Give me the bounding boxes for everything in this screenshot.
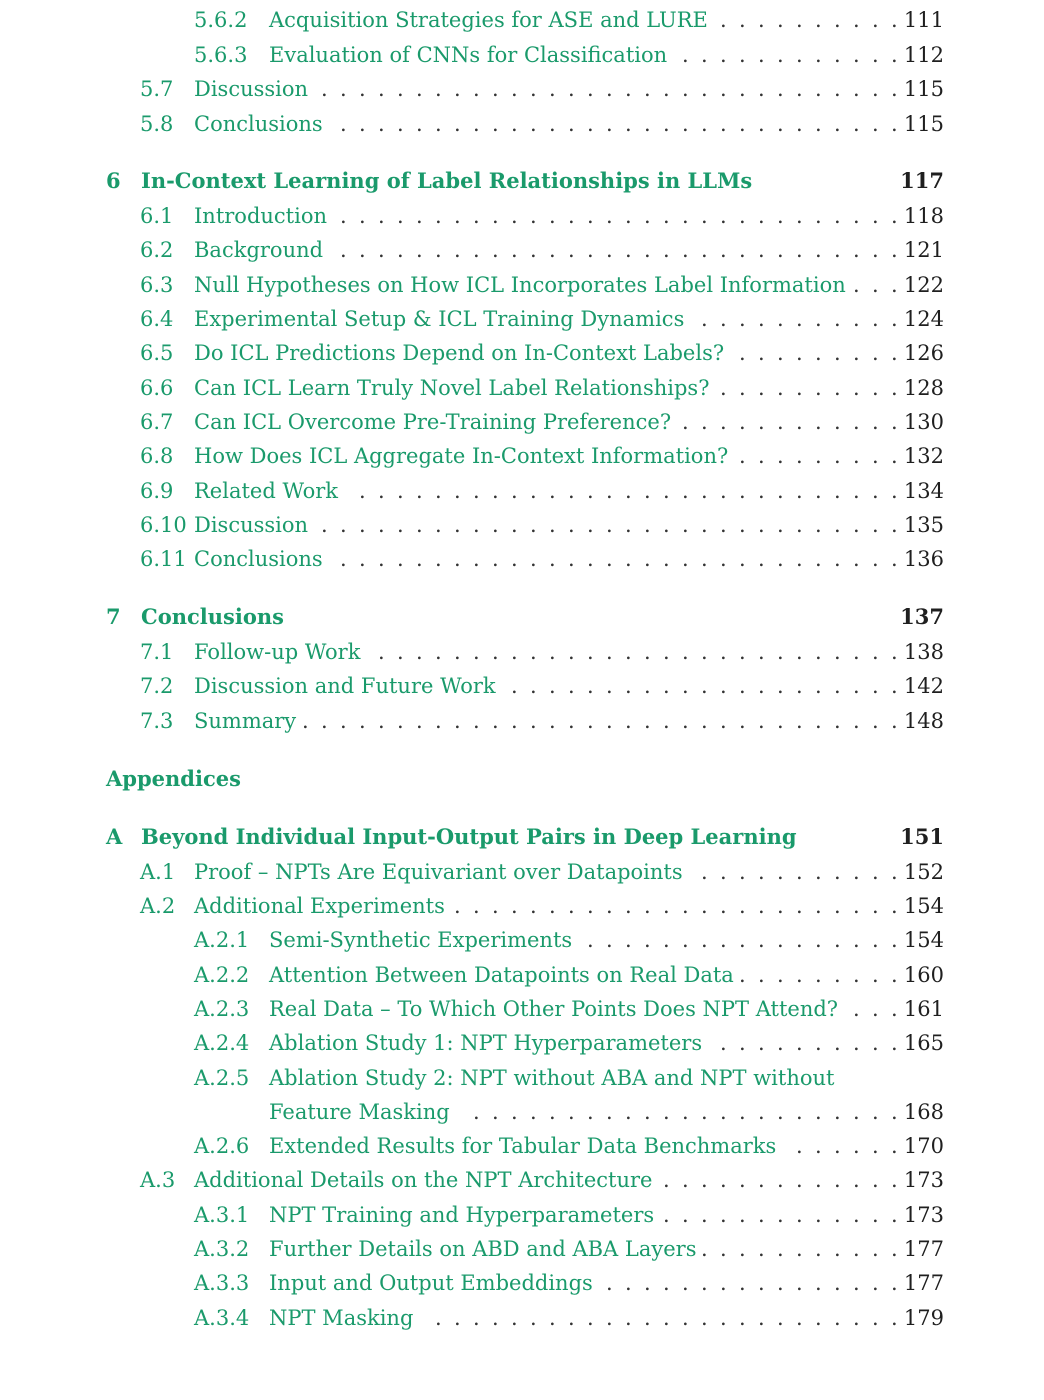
toc-entry-title[interactable]: Can ICL Learn Truly Novel Label Relationships? (194, 376, 710, 400)
toc-entry-number[interactable]: 6.4 (140, 307, 174, 331)
toc-entry-page-number[interactable]: 128 (903, 376, 944, 400)
toc-entry-number[interactable]: A.2.4 (194, 1031, 250, 1055)
toc-entry-page-number[interactable]: 168 (903, 1100, 944, 1124)
toc-entry-title[interactable]: Real Data – To Which Other Points Does NPT Attend? (269, 997, 839, 1021)
toc-entry-page-number[interactable]: 117 (900, 168, 944, 193)
toc-entry-page-number[interactable]: 173 (903, 1203, 944, 1227)
toc-entry-number[interactable]: 6.8 (140, 444, 174, 468)
toc-chapter-entry[interactable] (0, 165, 1044, 197)
toc-entry-number[interactable]: A.3.3 (194, 1271, 250, 1295)
toc-entry-title[interactable]: Ablation Study 2: NPT without ABA and NPT without (269, 1066, 835, 1090)
toc-entry-number[interactable]: A.2.6 (194, 1134, 250, 1158)
toc-entry-page-number[interactable]: 115 (903, 112, 944, 136)
toc-section-entry[interactable]: 6.10 Discussion 135 . . . . . . . . . . . . . . . . . . . . . . . . . . . . . . . (0, 509, 1044, 541)
toc-section-entry[interactable]: A.3 Additional Details on the NPT Architecture 173 . . . . . . . . . . . . . (0, 1164, 1044, 1196)
toc-entry-page-number[interactable]: 135 (903, 513, 944, 537)
toc-entry-page-number[interactable]: 170 (903, 1134, 944, 1158)
toc-entry-title[interactable]: Discussion and Future Work (194, 674, 496, 698)
toc-entry-page-number[interactable]: 134 (903, 479, 944, 503)
toc-entry-title[interactable]: Ablation Study 1: NPT Hyperparameters (269, 1031, 703, 1055)
toc-entry-page-number[interactable]: 137 (900, 604, 944, 629)
toc-entry-title[interactable]: NPT Training and Hyperparameters (269, 1203, 655, 1227)
toc-entry-number[interactable]: 7.2 (140, 674, 174, 698)
toc-entry-page-number[interactable]: 142 (903, 674, 944, 698)
toc-entry-title[interactable]: Can ICL Overcome Pre-Training Preference? (194, 410, 672, 434)
toc-entry-number[interactable]: 5.6.2 (194, 8, 248, 32)
toc-section-entry[interactable]: 5.6.3 Evaluation of CNNs for Classification 112 . . . . . . . . . . . . (0, 39, 1044, 71)
toc-entry-page-number[interactable]: 154 (903, 894, 944, 918)
toc-chapter-entry[interactable] (0, 821, 1044, 853)
toc-section-entry[interactable]: 7.1 Follow-up Work 138 . . . . . . . . . . . . . . . . . . . . . . . . . . . . (0, 636, 1044, 668)
toc-section-entry[interactable]: A.2.1 Semi-Synthetic Experiments 154 . . . . . . . . . . . . . . . . . (0, 924, 1044, 956)
toc-entry-number[interactable]: 5.8 (140, 112, 174, 136)
toc-entry-page-number[interactable]: 161 (903, 997, 944, 1021)
toc-entry-number[interactable]: 6.3 (140, 273, 174, 297)
toc-entry-page-number[interactable]: 177 (903, 1237, 944, 1261)
toc-entry-number[interactable]: 5.7 (140, 77, 174, 101)
toc-entry-number[interactable]: 6.7 (140, 410, 174, 434)
toc-entry-number[interactable]: A.2.5 (194, 1066, 250, 1090)
toc-entry-number[interactable]: A.3.1 (194, 1203, 250, 1227)
toc-entry-number[interactable]: 6 (106, 168, 121, 193)
toc-entry-title-continuation[interactable]: Feature Masking (269, 1100, 450, 1124)
toc-entry-page-number[interactable]: 148 (903, 709, 944, 733)
appendices-heading[interactable]: Appendices (106, 766, 241, 791)
toc-entry-page-number[interactable]: 132 (903, 444, 944, 468)
toc-section-entry[interactable]: 6.3 Null Hypotheses on How ICL Incorporates Label Information 122 . . . (0, 269, 1044, 301)
toc-entry-title[interactable]: Further Details on ABD and ABA Layers (269, 1237, 697, 1261)
toc-entry-title[interactable]: Input and Output Embeddings (269, 1271, 593, 1295)
toc-entry-title[interactable]: Summary (194, 709, 297, 733)
toc-entry-number[interactable]: A.2.1 (194, 928, 250, 952)
toc-section-entry[interactable]: 5.7 Discussion 115 . . . . . . . . . . . . . . . . . . . . . . . . . . . . . . . (0, 73, 1044, 105)
toc-section-entry[interactable]: 7.2 Discussion and Future Work 142 . . . . . . . . . . . . . . . . . . . . . (0, 670, 1044, 702)
toc-section-entry-continuation[interactable]: Feature Masking 168 . . . . . . . . . . . . . . . . . . . . . . . (0, 1096, 1044, 1128)
toc-entry-number[interactable]: 6.6 (140, 376, 174, 400)
toc-entry-page-number[interactable]: 115 (903, 77, 944, 101)
toc-section-entry[interactable]: A.1 Proof – NPTs Are Equivariant over Datapoints 152 . . . . . . . . . . . (0, 856, 1044, 888)
toc-entry-title[interactable]: Do ICL Predictions Depend on In-Context Labels? (194, 341, 725, 365)
toc-entry-title[interactable]: Discussion (194, 77, 309, 101)
toc-section-entry[interactable]: 6.9 Related Work 134 . . . . . . . . . . . . . . . . . . . . . . . . . . . . . (0, 475, 1044, 507)
toc-entry-title[interactable]: NPT Masking (269, 1306, 414, 1330)
toc-entry-title[interactable]: Null Hypotheses on How ICL Incorporates Label Information (194, 273, 846, 297)
toc-section-entry[interactable]: A.2.2 Attention Between Datapoints on Real Data 160 . . . . . . . . . (0, 959, 1044, 991)
toc-entry-page-number[interactable]: 136 (903, 547, 944, 571)
toc-section-entry[interactable]: 6.4 Experimental Setup & ICL Training Dynamics 124 . . . . . . . . . . . (0, 303, 1044, 335)
toc-entry-page-number[interactable]: 151 (900, 824, 944, 849)
toc-entry-page-number[interactable]: 179 (903, 1306, 944, 1330)
toc-section-entry[interactable]: A.3.3 Input and Output Embeddings 177 . . . . . . . . . . . . . . . . (0, 1267, 1044, 1299)
toc-section-entry[interactable]: 6.6 Can ICL Learn Truly Novel Label Relationships? 128 . . . . . . . . . . (0, 372, 1044, 404)
toc-entry-title[interactable]: Extended Results for Tabular Data Benchmarks (269, 1134, 777, 1158)
toc-entry-page-number[interactable]: 152 (903, 860, 944, 884)
toc-entry-title[interactable]: Background (194, 238, 324, 262)
toc-entry-page-number[interactable]: 160 (903, 963, 944, 987)
toc-entry-page-number[interactable]: 138 (903, 640, 944, 664)
toc-entry-title[interactable]: Related Work (194, 479, 339, 503)
toc-section-entry[interactable]: 6.2 Background 121 . . . . . . . . . . . . . . . . . . . . . . . . . . . . . . (0, 234, 1044, 266)
toc-entry-page-number[interactable]: 154 (903, 928, 944, 952)
toc-entry-page-number[interactable]: 126 (903, 341, 944, 365)
toc-entry-title[interactable]: Conclusions (141, 604, 284, 629)
toc-entry-number[interactable]: A.2.2 (194, 963, 250, 987)
toc-entry-title[interactable]: Additional Experiments (194, 894, 445, 918)
toc-section-entry[interactable]: A.2.4 Ablation Study 1: NPT Hyperparameters 165 . . . . . . . . . . (0, 1027, 1044, 1059)
toc-entry-title[interactable]: Discussion (194, 513, 309, 537)
toc-entry-title[interactable]: Introduction (194, 204, 327, 228)
toc-section-entry[interactable]: 5.8 Conclusions 115 . . . . . . . . . . . . . . . . . . . . . . . . . . . . . . (0, 108, 1044, 140)
toc-entry-page-number[interactable]: 165 (903, 1031, 944, 1055)
toc-entry-title[interactable]: Acquisition Strategies for ASE and LURE (269, 8, 708, 32)
toc-entry-number[interactable]: 6.1 (140, 204, 174, 228)
toc-entry-number[interactable]: 6.11 (140, 547, 187, 571)
toc-entry-page-number[interactable]: 112 (903, 43, 944, 67)
toc-entry-number[interactable]: 7.1 (140, 640, 174, 664)
toc-entry-title[interactable]: Additional Details on the NPT Architecture (194, 1168, 653, 1192)
toc-entry-number[interactable]: A.3.2 (194, 1237, 250, 1261)
toc-entry-title[interactable]: Evaluation of CNNs for Classification (269, 43, 668, 67)
toc-section-entry[interactable]: A.3.2 Further Details on ABD and ABA Layers 177 . . . . . . . . . . . (0, 1233, 1044, 1265)
toc-entry-number[interactable]: A.1 (140, 860, 176, 884)
toc-entry-page-number[interactable]: 124 (903, 307, 944, 331)
toc-entry-page-number[interactable]: 177 (903, 1271, 944, 1295)
toc-section-entry[interactable]: 5.6.2 Acquisition Strategies for ASE and LURE 111 . . . . . . . . . . (0, 4, 1044, 36)
toc-entry-page-number[interactable]: 121 (903, 238, 944, 262)
toc-entry-title[interactable]: Follow-up Work (194, 640, 361, 664)
toc-section-entry[interactable]: A.3.1 NPT Training and Hyperparameters 173 . . . . . . . . . . . . . (0, 1199, 1044, 1231)
toc-entry-title[interactable]: Proof – NPTs Are Equivariant over Datapoints (194, 860, 683, 884)
toc-entry-page-number[interactable]: 118 (903, 204, 944, 228)
toc-entry-title[interactable]: Conclusions (194, 547, 323, 571)
toc-entry-title[interactable]: Experimental Setup & ICL Training Dynamics (194, 307, 685, 331)
toc-section-entry[interactable]: 6.7 Can ICL Overcome Pre-Training Preference? 130 . . . . . . . . . . . . (0, 406, 1044, 438)
toc-entry-number[interactable]: 6.10 (140, 513, 187, 537)
toc-entry-number[interactable]: 6.5 (140, 341, 174, 365)
toc-section-entry[interactable]: A.2 Additional Experiments 154 . . . . . . . . . . . . . . . . . . . . . . . . (0, 890, 1044, 922)
toc-entry-title[interactable]: Semi-Synthetic Experiments (269, 928, 573, 952)
toc-entry-title[interactable]: Conclusions (194, 112, 323, 136)
toc-section-entry[interactable]: A.2.3 Real Data – To Which Other Points Does NPT Attend? 161 . . . (0, 993, 1044, 1025)
toc-entry-number[interactable]: A.2 (140, 894, 176, 918)
toc-entry-number[interactable]: A (106, 824, 123, 849)
toc-entry-number[interactable]: 7.3 (140, 709, 174, 733)
toc-entry-title[interactable]: In-Context Learning of Label Relationships in LLMs (141, 168, 753, 193)
toc-entry-title[interactable]: Beyond Individual Input-Output Pairs in Deep Learning (141, 824, 797, 849)
toc-entry-title[interactable]: How Does ICL Aggregate In-Context Information? (194, 444, 729, 468)
toc-entry-number[interactable]: 6.2 (140, 238, 174, 262)
toc-entry-page-number[interactable]: 173 (903, 1168, 944, 1192)
toc-section-entry[interactable]: 7.3 Summary 148 . . . . . . . . . . . . . . . . . . . . . . . . . . . . . . . . (0, 705, 1044, 737)
toc-entry-number[interactable]: A.3 (140, 1168, 176, 1192)
toc-section-entry[interactable] (0, 1062, 1044, 1094)
toc-section-entry[interactable]: 6.5 Do ICL Predictions Depend on In-Context Labels? 126 . . . . . . . . . (0, 337, 1044, 369)
toc-entry-number[interactable]: A.3.4 (194, 1306, 250, 1330)
toc-section-entry[interactable]: 6.1 Introduction 118 . . . . . . . . . . . . . . . . . . . . . . . . . . . . . . (0, 200, 1044, 232)
toc-entry-page-number[interactable]: 122 (903, 273, 944, 297)
toc-entry-title[interactable]: Attention Between Datapoints on Real Data (269, 963, 734, 987)
toc-section-entry[interactable]: A.3.4 NPT Masking 179 . . . . . . . . . . . . . . . . . . . . . . . . . (0, 1302, 1044, 1334)
toc-entry-page-number[interactable]: 130 (903, 410, 944, 434)
toc-section-entry[interactable]: 6.8 How Does ICL Aggregate In-Context Information? 132 . . . . . . . . . (0, 440, 1044, 472)
toc-entry-number[interactable]: 6.9 (140, 479, 174, 503)
toc-section-entry[interactable]: A.2.6 Extended Results for Tabular Data Benchmarks 170 . . . . . . (0, 1130, 1044, 1162)
toc-entry-number[interactable]: 7 (106, 604, 121, 629)
toc-entry-number[interactable]: A.2.3 (194, 997, 250, 1021)
toc-chapter-entry[interactable] (0, 601, 1044, 633)
toc-entry-number[interactable]: 5.6.3 (194, 43, 248, 67)
toc-section-entry[interactable]: 6.11 Conclusions 136 . . . . . . . . . . . . . . . . . . . . . . . . . . . . . . (0, 543, 1044, 575)
toc-entry-page-number[interactable]: 111 (903, 8, 944, 32)
